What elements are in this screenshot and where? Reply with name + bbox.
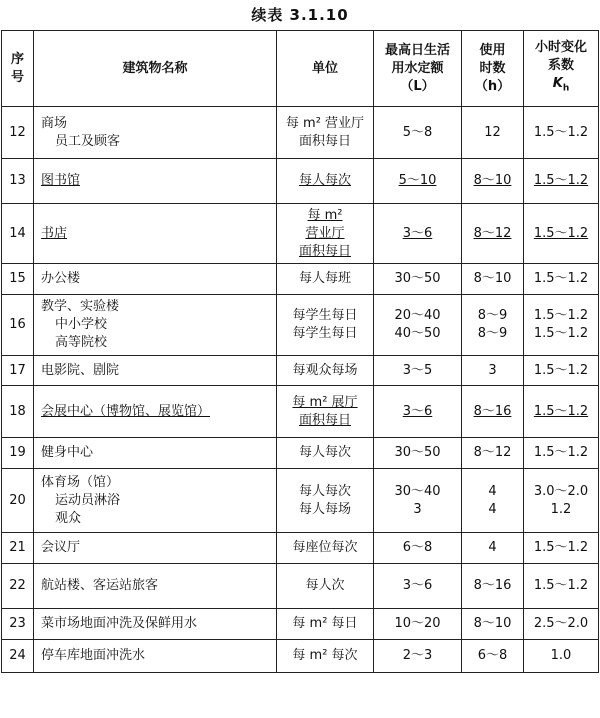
cell-name: 书店 — [34, 204, 277, 264]
cell-quota: 3～6 — [374, 204, 462, 264]
cell-seq: 20 — [2, 469, 34, 533]
cell-seq: 14 — [2, 204, 34, 264]
cell-coef: 1.5～1.2 — [524, 107, 599, 159]
cell-coef: 1.5～1.2 — [524, 264, 599, 295]
cell-coef: 1.5～1.2 — [524, 356, 599, 386]
cell-seq: 22 — [2, 564, 34, 609]
cell-name: 电影院、剧院 — [34, 356, 277, 386]
header-coef: 小时变化 系数 $K_h$ — [524, 31, 599, 107]
cell-hours: 8～10 — [462, 264, 524, 295]
cell-hours: 8～10 — [462, 159, 524, 204]
table-row — [2, 533, 599, 564]
cell-coef: 2.5～2.0 — [524, 609, 599, 640]
cell-seq: 17 — [2, 356, 34, 386]
cell-unit: 每人次 — [277, 564, 374, 609]
table-row — [2, 640, 599, 673]
cell-name: 体育场（馆） 运动员淋浴 观众 — [34, 469, 277, 533]
table-row — [2, 107, 599, 159]
cell-hours: 8～16 — [462, 564, 524, 609]
cell-hours: 4 4 — [462, 469, 524, 533]
table-row — [2, 356, 599, 386]
cell-hours: 6～8 — [462, 640, 524, 673]
header-hours: 使用 时数 （h） — [462, 31, 524, 107]
header-name: 建筑物名称 — [34, 31, 277, 107]
header-quota: 最高日生活 用水定额 （L） — [374, 31, 462, 107]
table-row — [2, 295, 599, 356]
cell-hours: 3 — [462, 356, 524, 386]
cell-unit: 每人每次 — [277, 438, 374, 469]
cell-hours: 4 — [462, 533, 524, 564]
cell-unit: 每座位每次 — [277, 533, 374, 564]
cell-seq: 24 — [2, 640, 34, 673]
table-row — [2, 264, 599, 295]
cell-unit: 每 m² 展厅 面积每日 — [277, 386, 374, 438]
cell-name: 会展中心（博物馆、展览馆） — [34, 386, 277, 438]
cell-name: 图书馆 — [34, 159, 277, 204]
cell-coef: 1.0 — [524, 640, 599, 673]
cell-quota: 5～8 — [374, 107, 462, 159]
cell-coef: 1.5～1.2 — [524, 386, 599, 438]
cell-coef: 3.0～2.0 1.2 — [524, 469, 599, 533]
cell-unit: 每 m² 每次 — [277, 640, 374, 673]
cell-quota: 3～6 — [374, 564, 462, 609]
cell-seq: 19 — [2, 438, 34, 469]
cell-unit: 每学生每日 每学生每日 — [277, 295, 374, 356]
cell-coef: 1.5～1.2 1.5～1.2 — [524, 295, 599, 356]
table-row — [2, 564, 599, 609]
table-row — [2, 204, 599, 264]
cell-quota: 20～40 40～50 — [374, 295, 462, 356]
table-row — [2, 469, 599, 533]
cell-seq: 13 — [2, 159, 34, 204]
cell-hours: 8～9 8～9 — [462, 295, 524, 356]
cell-name: 商场 员工及顾客 — [34, 107, 277, 159]
cell-unit: 每观众每场 — [277, 356, 374, 386]
cell-name: 菜市场地面冲洗及保鲜用水 — [34, 609, 277, 640]
cell-coef: 1.5～1.2 — [524, 564, 599, 609]
cell-unit: 每人每班 — [277, 264, 374, 295]
cell-unit: 每人每次 每人每场 — [277, 469, 374, 533]
cell-unit: 每人每次 — [277, 159, 374, 204]
cell-name: 航站楼、客运站旅客 — [34, 564, 277, 609]
cell-name: 停车库地面冲洗水 — [34, 640, 277, 673]
cell-unit: 每 m² 营业厅 面积每日 — [277, 204, 374, 264]
cell-hours: 8～12 — [462, 438, 524, 469]
cell-seq: 21 — [2, 533, 34, 564]
header-unit: 单位 — [277, 31, 374, 107]
water-quota-table — [1, 30, 599, 673]
cell-name: 教学、实验楼 中小学校 高等院校 — [34, 295, 277, 356]
cell-coef: 1.5～1.2 — [524, 159, 599, 204]
cell-quota: 3～5 — [374, 356, 462, 386]
cell-quota: 6～8 — [374, 533, 462, 564]
cell-quota: 30～50 — [374, 264, 462, 295]
table-caption: 续表 3.1.10 — [251, 6, 349, 24]
header-row — [2, 31, 599, 107]
cell-quota: 30～50 — [374, 438, 462, 469]
table-row — [2, 438, 599, 469]
cell-quota: 2～3 — [374, 640, 462, 673]
table-row — [2, 159, 599, 204]
table-row — [2, 609, 599, 640]
cell-name: 会议厅 — [34, 533, 277, 564]
cell-seq: 23 — [2, 609, 34, 640]
table-row — [2, 386, 599, 438]
cell-quota: 10～20 — [374, 609, 462, 640]
cell-unit: 每 m² 营业厅 面积每日 — [277, 107, 374, 159]
cell-seq: 12 — [2, 107, 34, 159]
cell-name: 健身中心 — [34, 438, 277, 469]
cell-quota: 5～10 — [374, 159, 462, 204]
cell-hours: 8～16 — [462, 386, 524, 438]
cell-hours: 12 — [462, 107, 524, 159]
cell-hours: 8～10 — [462, 609, 524, 640]
cell-hours: 8～12 — [462, 204, 524, 264]
cell-coef: 1.5～1.2 — [524, 204, 599, 264]
cell-quota: 3～6 — [374, 386, 462, 438]
cell-unit: 每 m² 每日 — [277, 609, 374, 640]
cell-seq: 18 — [2, 386, 34, 438]
cell-seq: 16 — [2, 295, 34, 356]
cell-quota: 30～40 3 — [374, 469, 462, 533]
header-seq: 序号 — [2, 31, 34, 107]
cell-name: 办公楼 — [34, 264, 277, 295]
cell-seq: 15 — [2, 264, 34, 295]
cell-coef: 1.5～1.2 — [524, 438, 599, 469]
cell-coef: 1.5～1.2 — [524, 533, 599, 564]
